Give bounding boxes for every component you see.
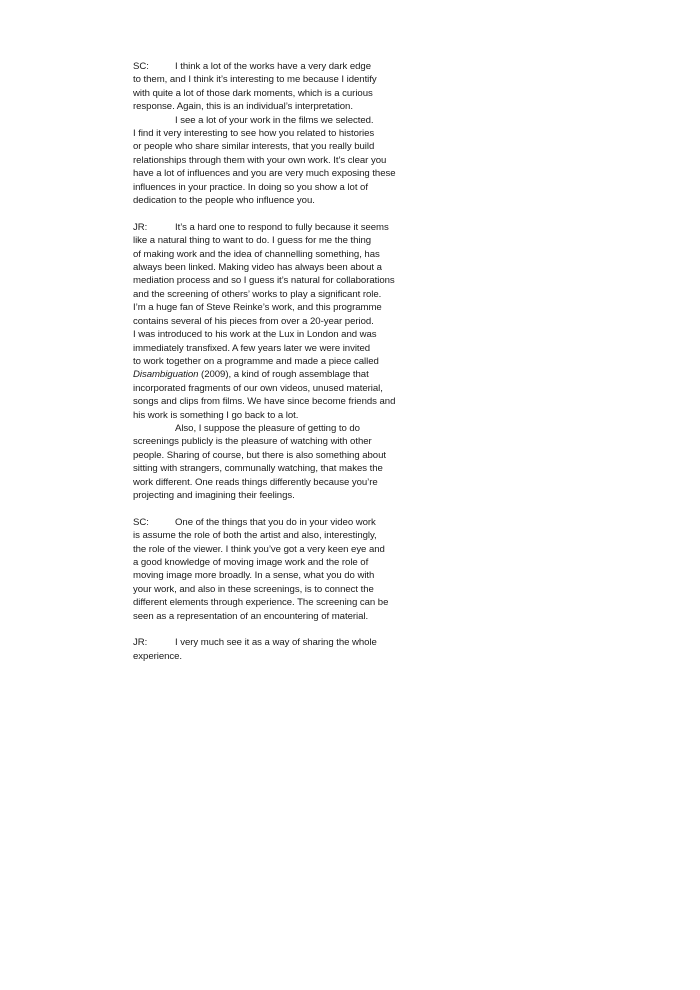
line-text: projecting and imagining their feelings. (133, 489, 295, 501)
text-line (133, 610, 409, 623)
dialogue-block (133, 636, 409, 663)
text-line (133, 543, 409, 556)
text-line (133, 328, 409, 341)
dialogue-block (133, 221, 409, 503)
speaker-label: JR: (133, 221, 148, 233)
line-text: songs and clips from films. We have since become friends and (133, 396, 396, 408)
text-line (133, 248, 409, 261)
interview-text (133, 60, 409, 677)
line-text: dedication to the people who influence you. (133, 195, 315, 207)
line-text: always been linked. Making video has always been about a (133, 262, 382, 274)
text-line (133, 274, 409, 287)
work-title: Disambiguation (133, 369, 199, 381)
text-line (133, 315, 409, 328)
line-text: (2009), a kind of rough assemblage that (198, 369, 369, 381)
text-line (133, 529, 409, 542)
line-text: response. Again, this is an individual’s interpretation. (133, 101, 353, 113)
line-text: contains several of his pieces from over a 20-year period. (133, 315, 374, 327)
line-text: people. Sharing of course, but there is also something about (133, 449, 386, 461)
line-text: work different. One reads things differently because you’re (133, 476, 378, 488)
text-line (133, 556, 409, 569)
text-line (133, 194, 409, 207)
text-line (133, 221, 409, 234)
text-line (133, 60, 409, 73)
line-text: different elements through experience. The screening can be (133, 597, 389, 609)
text-line (133, 409, 409, 422)
text-line (133, 449, 409, 462)
text-line (133, 154, 409, 167)
line-text: or people who share similar interests, that you really build (133, 141, 375, 153)
line-text: to them, and I think it’s interesting to me because I identify (133, 74, 377, 86)
line-text: Also, I suppose the pleasure of getting to do (175, 422, 360, 434)
text-line (133, 73, 409, 86)
line-text: I’m a huge fan of Steve Reinke’s work, and this programme (133, 302, 382, 314)
line-text: to work together on a programme and made a piece called (133, 355, 379, 367)
text-line (133, 127, 409, 140)
text-line (133, 87, 409, 100)
line-text: I think a lot of the works have a very dark edge (175, 61, 371, 72)
line-text: his work is something I go back to a lot. (133, 409, 299, 421)
text-line (133, 140, 409, 153)
line-text: I very much see it as a way of sharing the whole (175, 637, 377, 649)
speaker-label: JR: (133, 637, 148, 649)
line-text: experience. (133, 650, 183, 662)
line-text: is assume the role of both the artist and also, interestingly, (133, 530, 377, 542)
text-line (133, 301, 409, 314)
text-line (133, 261, 409, 274)
text-line (133, 650, 409, 663)
speaker-label: SC: (133, 61, 149, 72)
text-line (133, 462, 409, 475)
text-line (133, 476, 409, 489)
text-line (133, 516, 409, 529)
text-line (133, 395, 409, 408)
line-text: with quite a lot of those dark moments, which is a curious (133, 87, 373, 99)
line-text: relationships through them with your own work. It’s clear you (133, 154, 387, 166)
line-text: like a natural thing to want to do. I guess for me the thing (133, 235, 372, 247)
text-line (133, 382, 409, 395)
line-text: influences in your practice. In doing so you show a lot of (133, 181, 368, 193)
line-text: moving image more broadly. In a sense, what you do with (133, 570, 375, 582)
line-text: immediately transfixed. A few years later we were invited (133, 342, 371, 354)
text-line (133, 569, 409, 582)
line-text: the role of the viewer. I think you’ve got a very keen eye and (133, 543, 385, 555)
line-text: seen as a representation of an encountering of material. (133, 610, 369, 622)
text-line (133, 583, 409, 596)
line-text: I was introduced to his work at the Lux in London and was (133, 329, 377, 341)
text-line (133, 100, 409, 113)
line-text: incorporated fragments of our own videos, unused material, (133, 382, 383, 394)
line-text: of making work and the idea of channelling something, has (133, 248, 380, 260)
text-line (133, 288, 409, 301)
text-line (133, 114, 409, 127)
text-line (133, 435, 409, 448)
line-text: sitting with strangers, communally watching, that makes the (133, 463, 383, 475)
line-text: It’s a hard one to respond to fully because it seems (175, 221, 389, 233)
text-line (133, 636, 409, 649)
dialogue-block (133, 60, 409, 207)
line-text: One of the things that you do in your video work (175, 516, 376, 528)
text-line (133, 167, 409, 180)
line-text: I find it very interesting to see how you related to histories (133, 128, 375, 140)
text-line (133, 422, 409, 435)
line-text: mediation process and so I guess it’s natural for collaborations (133, 275, 395, 287)
line-text: and the screening of others’ works to play a significant role. (133, 288, 382, 300)
line-text: I see a lot of your work in the films we selected. (175, 114, 374, 126)
line-text: a good knowledge of moving image work and the role of (133, 557, 369, 568)
line-text: your work, and also in these screenings, is to connect the (133, 583, 374, 595)
text-line (133, 342, 409, 355)
line-text: screenings publicly is the pleasure of watching with other (133, 436, 372, 448)
dialogue-block (133, 516, 409, 623)
text-line (133, 181, 409, 194)
speaker-label: SC: (133, 516, 149, 528)
text-line (133, 355, 409, 368)
text-line (133, 596, 409, 609)
text-line (133, 368, 409, 381)
text-line (133, 489, 409, 502)
text-line (133, 234, 409, 247)
line-text: have a lot of influences and you are very much exposing these (133, 168, 396, 180)
